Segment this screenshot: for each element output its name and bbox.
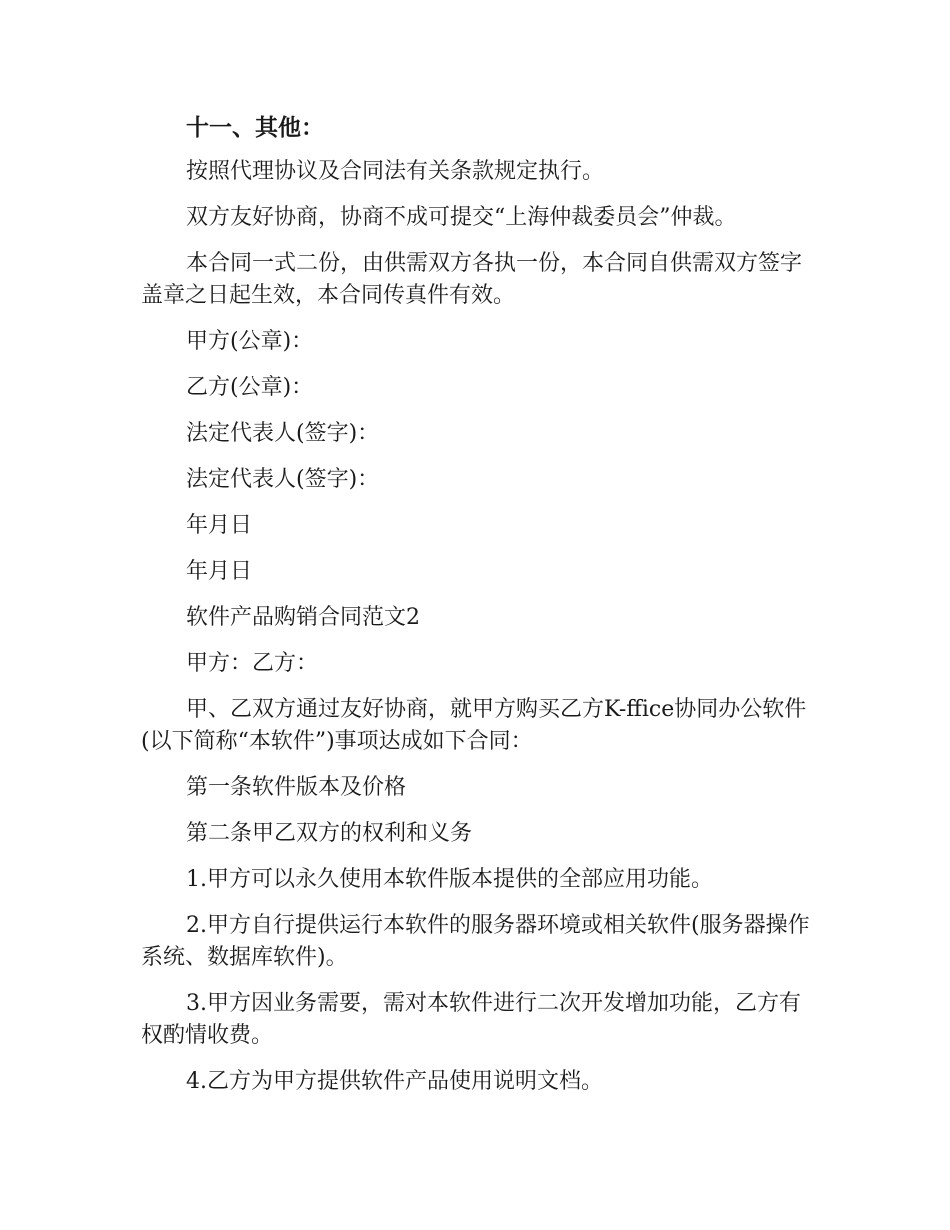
party-b-seal: 乙方(公章)：: [186, 375, 314, 400]
clause-4: 4.乙方为甲方提供软件产品使用说明文档。: [186, 1069, 603, 1094]
paragraph-arbitration: 双方友好协商，协商不成可提交“上海仲裁委员会”仲裁。: [186, 205, 737, 230]
date-line-b: 年月日: [186, 559, 253, 584]
section-heading: 十一、其他：: [186, 114, 324, 141]
clause-2: 2.甲方自行提供运行本软件的服务器环境或相关软件(服务器操作系统、数据库软件)。: [141, 913, 810, 970]
contract-title-2: 软件产品购销合同范文2: [186, 605, 420, 630]
article-2-title: 第二条甲乙双方的权利和义务: [186, 821, 473, 846]
paragraph-agreement: 甲、乙双方通过友好协商，就甲方购买乙方K-ffice协同办公软件(以下简称“本软件”)事项达成如下合同：: [141, 697, 807, 754]
article-1-title: 第一条软件版本及价格: [186, 775, 407, 800]
document-body: [141, 110, 821, 1112]
clause-3: 3.甲方因业务需要，需对本软件进行二次开发增加功能，乙方有权酌情收费。: [141, 991, 801, 1048]
paragraph-execution: 按照代理协议及合同法有关条款规定执行。: [186, 159, 605, 184]
legal-rep-signature-a: 法定代表人(签字)：: [186, 421, 380, 446]
paragraph-copies: 本合同一式二份，由供需双方各执一份，本合同自供需双方签字盖章之日起生效，本合同传真件有效。: [141, 251, 803, 308]
party-a-seal: 甲方(公章)：: [186, 329, 314, 354]
date-line-a: 年月日: [186, 513, 253, 538]
legal-rep-signature-b: 法定代表人(签字)：: [186, 467, 380, 492]
clause-1: 1.甲方可以永久使用本软件版本提供的全部应用功能。: [186, 867, 713, 892]
parties-line: 甲方：乙方：: [186, 651, 319, 676]
